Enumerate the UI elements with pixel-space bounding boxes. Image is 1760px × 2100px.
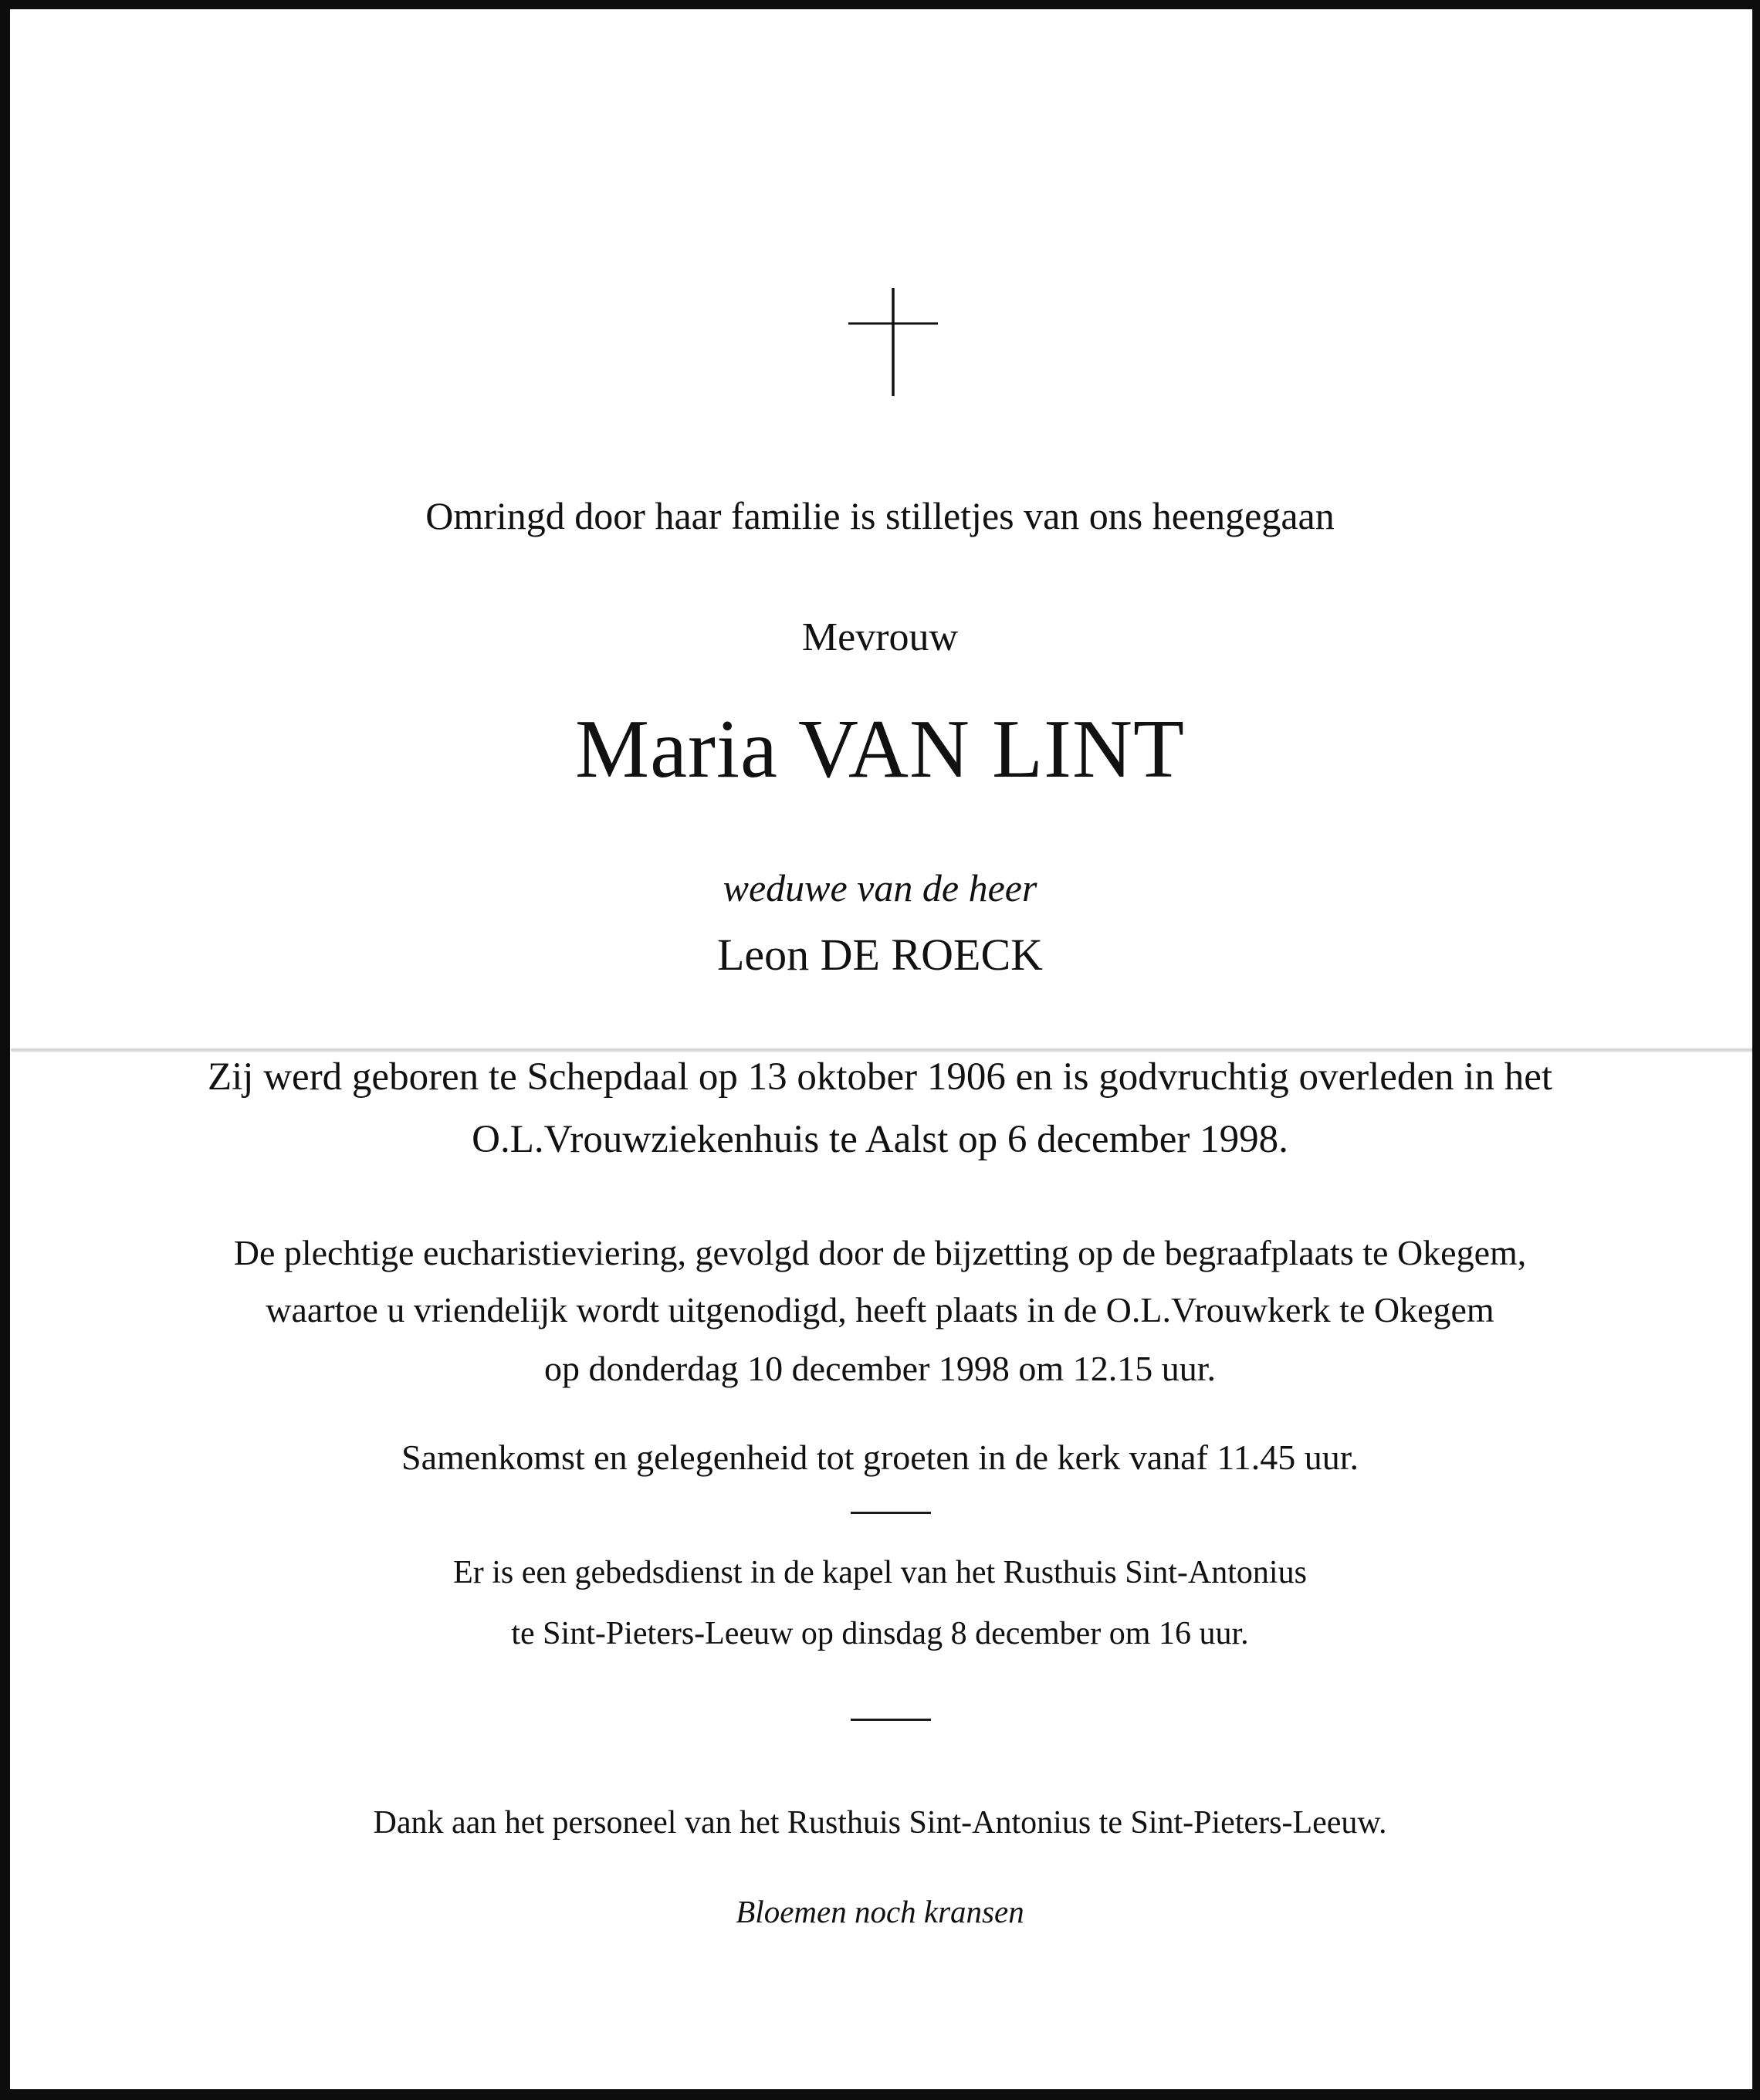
scan-border-bottom [0, 2089, 1760, 2100]
flowers-note: Bloemen noch kransen [736, 1894, 1024, 1929]
card-fold-line [11, 1048, 1752, 1052]
divider-rule [851, 1719, 931, 1721]
mass-line-2: waartoe u vriendelijk wordt uitgenodigd, heeft plaats in de O.L.Vrouwkerk te Okegem [266, 1290, 1494, 1329]
mass-line-3: op donderdag 10 december 1998 om 12.15 uur. [544, 1349, 1216, 1388]
deceased-name: Maria VAN LINT [575, 703, 1185, 795]
intro-text: Omringd door haar familie is stilletjes van ons heengegaan [425, 494, 1335, 537]
thanks-text: Dank aan het personeel van het Rusthuis Sint-Antonius te Sint-Pieters-Leeuw. [373, 1805, 1387, 1841]
prayer-service-line-2: te Sint-Pieters-Leeuw op dinsdag 8 december om 16 uur. [511, 1616, 1249, 1651]
mass-line-1: De plechtige eucharistieviering, gevolgd door de bijzetting op de begraafplaats te Okegem, [233, 1233, 1527, 1272]
scan-border-left [0, 0, 10, 2100]
divider-rule [851, 1512, 931, 1514]
widow-phrase: weduwe van de heer [723, 866, 1037, 909]
birth-death-line-1: Zij werd geboren te Schepdaal op 13 oktober 1906 en is godvruchtig overleden in het [207, 1055, 1553, 1099]
birth-death-line-2: O.L.Vrouwziekenhuis te Aalst op 6 december 1998. [472, 1118, 1288, 1161]
cross-icon [848, 288, 938, 396]
scan-border-right [1752, 0, 1760, 2100]
scan-border-top [0, 0, 1760, 9]
honorific: Mevrouw [801, 615, 959, 659]
gathering-text: Samenkomst en gelegenheid tot groeten in de kerk vanaf 11.45 uur. [401, 1438, 1359, 1477]
spouse-name: Leon DE ROECK [716, 930, 1044, 980]
prayer-service-line-1: Er is een gebedsdienst in de kapel van het Rusthuis Sint-Antonius [453, 1555, 1307, 1590]
